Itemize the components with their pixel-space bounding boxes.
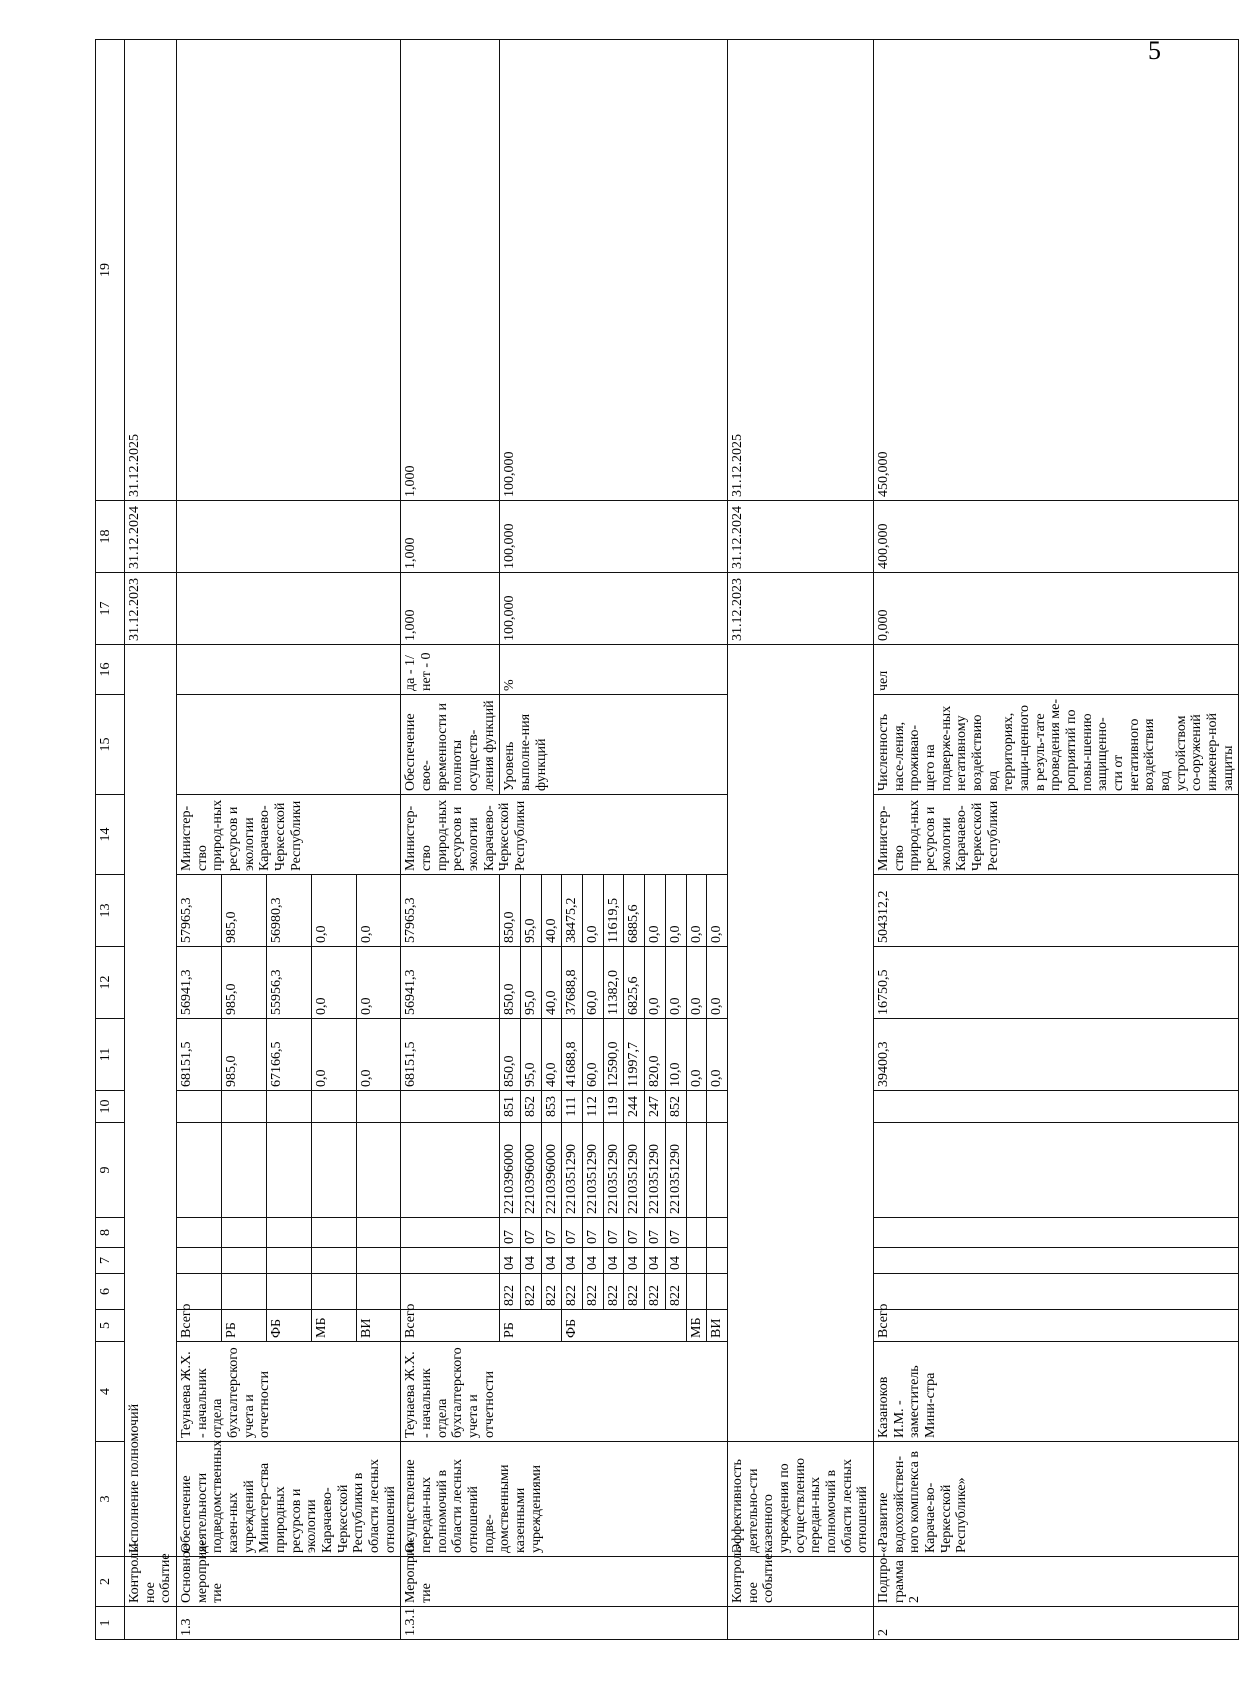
amount-2023: 12590,0: [603, 1019, 624, 1091]
responsible: Казаноков И.М. - заместитель Мини-стра: [873, 1342, 1238, 1442]
cell: [356, 1091, 401, 1123]
date-2023: 31.12.2023: [727, 573, 873, 645]
amount-2024: 0,0: [665, 947, 686, 1019]
cell: [266, 1091, 311, 1123]
cell: [177, 40, 401, 501]
control-event-label: Контроль-ное событие: [125, 1557, 177, 1607]
indicator-2024: 100,000: [500, 501, 727, 573]
rotated-table-wrapper: [95, 40, 1236, 1640]
cell: [266, 1248, 311, 1274]
cell: [873, 1248, 1238, 1274]
amount-2025: 504312,2: [873, 875, 1238, 947]
kbk-section: 04: [500, 1248, 521, 1274]
activity-type: Основное мероприя-тие: [177, 1557, 401, 1607]
cell: [873, 1091, 1238, 1123]
amount-2024: 850,0: [500, 947, 521, 1019]
kbk-subsection: 07: [562, 1218, 583, 1248]
cell: [707, 1248, 728, 1274]
amount-2023: 68151,5: [177, 1019, 222, 1091]
amount-2023: 41688,8: [562, 1019, 583, 1091]
kbk-subsection: 07: [603, 1218, 624, 1248]
col-number: 13: [96, 875, 125, 947]
cell: [401, 1091, 500, 1123]
col-number: 5: [96, 1310, 125, 1342]
control-event-row: [727, 40, 873, 1640]
kbk-target: 2210351290: [624, 1123, 645, 1218]
executor: Министер-ство природ-ных ресурсов и экологии Карачаево-Черкесской Республики: [873, 795, 1238, 875]
col-number: 16: [96, 645, 125, 695]
amount-2025: 38475,2: [562, 875, 583, 947]
kbk-section: 04: [521, 1248, 542, 1274]
cell: [177, 645, 401, 695]
cell: [873, 1218, 1238, 1248]
kbk-section: 04: [603, 1248, 624, 1274]
indicator-2025: 450,000: [873, 40, 1238, 501]
indicator-name: Обеспечение свое-временности и полноты осуществ-ления функций: [401, 695, 500, 795]
cell: [311, 1248, 356, 1274]
cell: [356, 1248, 401, 1274]
indicator-2023: 100,000: [500, 573, 727, 645]
kbk-ministry: 822: [500, 1274, 521, 1310]
indicator-2023: 0,000: [873, 573, 1238, 645]
indicator-2024: 1,000: [401, 501, 500, 573]
cell: [873, 1274, 1238, 1310]
cell: [727, 645, 873, 1442]
col-number: 11: [96, 1019, 125, 1091]
kbk-subsection: 07: [665, 1218, 686, 1248]
amount-2023: 0,0: [707, 1019, 728, 1091]
amount-2024: 16750,5: [873, 947, 1238, 1019]
amount-2023: 60,0: [583, 1019, 604, 1091]
kbk-ministry: 822: [665, 1274, 686, 1310]
cell: [177, 695, 401, 795]
col-number: 15: [96, 695, 125, 795]
kbk-subsection: 07: [645, 1218, 666, 1248]
col-number: 18: [96, 501, 125, 573]
executor: Министер-ство природ-ных ресурсов и экологии Карачаево-Черкесской Республики: [401, 795, 727, 875]
amount-2024: 0,0: [311, 947, 356, 1019]
cell: [686, 1274, 707, 1310]
kbk-expense-type: 852: [665, 1091, 686, 1123]
row-number: 1.3.1: [401, 1607, 727, 1640]
amount-2025: 0,0: [311, 875, 356, 947]
kbk-target: 2210351290: [583, 1123, 604, 1218]
kbk-subsection: 07: [521, 1218, 542, 1248]
kbk-section: 04: [665, 1248, 686, 1274]
responsible: Теунаева Ж.Х. - начальник отдела бухгалтерского учета и отчетности: [177, 1342, 401, 1442]
amount-2025: 0,0: [707, 875, 728, 947]
col-number: 19: [96, 40, 125, 501]
kbk-expense-type: 119: [603, 1091, 624, 1123]
activity-row: [177, 40, 222, 1640]
cell: [311, 1123, 356, 1218]
amount-2024: 56941,3: [401, 947, 500, 1019]
subprogram-row: [873, 40, 1238, 1640]
kbk-expense-type: 112: [583, 1091, 604, 1123]
cell: [221, 1123, 266, 1218]
amount-2025: 57965,3: [401, 875, 500, 947]
amount-2024: 985,0: [221, 947, 266, 1019]
indicator-unit: да - 1/ нет - 0: [401, 645, 500, 695]
amount-2025: 95,0: [521, 875, 542, 947]
cell: [177, 501, 401, 573]
amount-2025: 57965,3: [177, 875, 222, 947]
activity-type: Подпро-грамма 2: [873, 1557, 1238, 1607]
amount-2023: 0,0: [356, 1019, 401, 1091]
amount-2023: 39400,3: [873, 1019, 1238, 1091]
kbk-ministry: 822: [624, 1274, 645, 1310]
amount-2024: 11382,0: [603, 947, 624, 1019]
kbk-target: 2210396000: [521, 1123, 542, 1218]
kbk-section: 04: [624, 1248, 645, 1274]
funding-source: Всего: [177, 1310, 222, 1342]
kbk-expense-type: 247: [645, 1091, 666, 1123]
kbk-target: 2210351290: [603, 1123, 624, 1218]
kbk-target: 2210396000: [541, 1123, 562, 1218]
indicator-2025: 1,000: [401, 40, 500, 501]
cell: [707, 1274, 728, 1310]
amount-2023: 67166,5: [266, 1019, 311, 1091]
date-2024: 31.12.2024: [727, 501, 873, 573]
cell: [266, 1274, 311, 1310]
funding-source: РБ: [221, 1310, 266, 1342]
amount-2023: 850,0: [500, 1019, 521, 1091]
cell: [873, 1123, 1238, 1218]
amount-2024: 55956,3: [266, 947, 311, 1019]
amount-2025: 56980,3: [266, 875, 311, 947]
activity-name: «Развитие водохозяйствен-ного комплекса в Карачае-во-Черкесской Республике»: [873, 1442, 1238, 1557]
amount-2025: 40,0: [541, 875, 562, 947]
kbk-expense-type: 111: [562, 1091, 583, 1123]
kbk-ministry: 822: [562, 1274, 583, 1310]
cell: [177, 1218, 222, 1248]
amount-2025: 6885,6: [624, 875, 645, 947]
kbk-subsection: 07: [541, 1218, 562, 1248]
kbk-ministry: 822: [603, 1274, 624, 1310]
col-number: 3: [96, 1442, 125, 1557]
kbk-ministry: 822: [583, 1274, 604, 1310]
kbk-subsection: 07: [583, 1218, 604, 1248]
cell: [707, 1091, 728, 1123]
cell: [686, 1248, 707, 1274]
kbk-section: 04: [562, 1248, 583, 1274]
program-table: [95, 39, 1239, 1640]
indicator-2024: 400,000: [873, 501, 1238, 573]
amount-2025: 850,0: [500, 875, 521, 947]
cell: [177, 1123, 222, 1218]
amount-2024: 40,0: [541, 947, 562, 1019]
funding-source: МБ: [311, 1310, 356, 1342]
cell: [401, 1248, 500, 1274]
row-number: 1.3: [177, 1607, 401, 1640]
col-number: 2: [96, 1557, 125, 1607]
date-2025: 31.12.2025: [125, 40, 177, 501]
date-2025: 31.12.2025: [727, 40, 873, 501]
activity-name: Осуществление передан-ных полномочий в области лесных отношений подве-домственными казенными учреждениями: [401, 1442, 727, 1557]
cell: [686, 1091, 707, 1123]
kbk-subsection: 07: [624, 1218, 645, 1248]
col-number: 7: [96, 1248, 125, 1274]
amount-2025: 0,0: [645, 875, 666, 947]
control-event-label: Контроль-ное событие: [727, 1557, 873, 1607]
activity-row: [401, 40, 500, 1640]
cell: [401, 1123, 500, 1218]
cell: [356, 1274, 401, 1310]
cell: [401, 1218, 500, 1248]
col-number: 10: [96, 1091, 125, 1123]
indicator-unit: %: [500, 645, 727, 695]
kbk-target: 2210396000: [500, 1123, 521, 1218]
amount-2025: 985,0: [221, 875, 266, 947]
amount-2024: 0,0: [356, 947, 401, 1019]
activity-name: Обеспечение деятельности подведомственных казен-ных учреждений Министер-ства природных ресурсов и экологии Карачаево-Черкесской Республики в области лесных отношений: [177, 1442, 401, 1557]
kbk-section: 04: [541, 1248, 562, 1274]
amount-2023: 0,0: [311, 1019, 356, 1091]
cell: [125, 1607, 177, 1640]
responsible: Теунаева Ж.Х. - начальник отдела бухгалтерского учета и отчетности: [401, 1342, 727, 1442]
kbk-ministry: 822: [541, 1274, 562, 1310]
page-number: 5: [1148, 36, 1161, 65]
cell: [356, 1218, 401, 1248]
kbk-ministry: 822: [645, 1274, 666, 1310]
amount-2025: 11619,5: [603, 875, 624, 947]
amount-2024: 6825,6: [624, 947, 645, 1019]
indicator-unit: чел: [873, 645, 1238, 695]
kbk-expense-type: 852: [521, 1091, 542, 1123]
activity-type: Мероприя-тие: [401, 1557, 727, 1607]
funding-source: ВИ: [707, 1310, 728, 1342]
amount-2025: 0,0: [356, 875, 401, 947]
amount-2023: 0,0: [686, 1019, 707, 1091]
executor: Министер-ство природ-ных ресурсов и экологии Карачаево-Черкесской Республики: [177, 795, 401, 875]
amount-2024: 56941,3: [177, 947, 222, 1019]
funding-source: ФБ: [562, 1310, 686, 1342]
amount-2025: 0,0: [583, 875, 604, 947]
kbk-target: 2210351290: [665, 1123, 686, 1218]
cell: [221, 1274, 266, 1310]
cell: [221, 1091, 266, 1123]
amount-2023: 40,0: [541, 1019, 562, 1091]
cell: [686, 1123, 707, 1218]
cell: [266, 1123, 311, 1218]
cell: [356, 1123, 401, 1218]
amount-2023: 820,0: [645, 1019, 666, 1091]
cell: [221, 1218, 266, 1248]
cell: [221, 1248, 266, 1274]
col-number: 9: [96, 1123, 125, 1218]
amount-2023: 95,0: [521, 1019, 542, 1091]
date-2024: 31.12.2024: [125, 501, 177, 573]
amount-2024: 37688,8: [562, 947, 583, 1019]
row-number: 2: [873, 1607, 1238, 1640]
kbk-expense-type: 853: [541, 1091, 562, 1123]
kbk-subsection: 07: [500, 1218, 521, 1248]
amount-2024: 0,0: [686, 947, 707, 1019]
col-number: 17: [96, 573, 125, 645]
col-number: 12: [96, 947, 125, 1019]
column-number-row: [96, 40, 125, 1640]
cell: [311, 1091, 356, 1123]
funding-source: РБ: [500, 1310, 562, 1342]
control-event-text: Эффективность деятельно-сти казенного учреждения по осуществлению передан-ных полномочий в области лесных отношений: [727, 1442, 873, 1557]
indicator-2025: 100,000: [500, 40, 727, 501]
kbk-target: 2210351290: [562, 1123, 583, 1218]
kbk-expense-type: 851: [500, 1091, 521, 1123]
control-event-text: Исполнение полномочий: [125, 645, 177, 1557]
cell: [311, 1274, 356, 1310]
kbk-section: 04: [583, 1248, 604, 1274]
funding-source: МБ: [686, 1310, 707, 1342]
cell: [707, 1218, 728, 1248]
cell: [311, 1218, 356, 1248]
amount-2024: 0,0: [645, 947, 666, 1019]
funding-source: ВИ: [356, 1310, 401, 1342]
date-2023: 31.12.2023: [125, 573, 177, 645]
kbk-expense-type: 244: [624, 1091, 645, 1123]
funding-source: ФБ: [266, 1310, 311, 1342]
kbk-target: 2210351290: [645, 1123, 666, 1218]
cell: [177, 1091, 222, 1123]
amount-2024: 95,0: [521, 947, 542, 1019]
cell: [177, 573, 401, 645]
col-number: 1: [96, 1607, 125, 1640]
kbk-section: 04: [645, 1248, 666, 1274]
amount-2023: 68151,5: [401, 1019, 500, 1091]
amount-2023: 10,0: [665, 1019, 686, 1091]
amount-2023: 11997,7: [624, 1019, 645, 1091]
cell: [177, 1248, 222, 1274]
funding-source: Всего: [873, 1310, 1238, 1342]
col-number: 6: [96, 1274, 125, 1310]
amount-2025: 0,0: [686, 875, 707, 947]
amount-2024: 0,0: [707, 947, 728, 1019]
kbk-ministry: 822: [521, 1274, 542, 1310]
col-number: 8: [96, 1218, 125, 1248]
indicator-name: Уровень выполне-ния функций: [500, 695, 727, 795]
cell: [686, 1218, 707, 1248]
amount-2025: 0,0: [665, 875, 686, 947]
indicator-2023: 1,000: [401, 573, 500, 645]
control-event-row: [125, 40, 177, 1640]
indicator-name: Численность насе-ления, проживаю-щего на подверже-ных негативному воздействию вод территориях, защи-щенного в резуль-тате проведения ме-роприятий по повы-шению защищенно-сти от негативного воздействия вод устройством со-оружений инженер-ной защиты: [873, 695, 1238, 795]
amount-2023: 985,0: [221, 1019, 266, 1091]
cell: [707, 1123, 728, 1218]
col-number: 14: [96, 795, 125, 875]
amount-2024: 60,0: [583, 947, 604, 1019]
cell: [266, 1218, 311, 1248]
col-number: 4: [96, 1342, 125, 1442]
cell: [727, 1607, 873, 1640]
funding-source: Всего: [401, 1310, 500, 1342]
